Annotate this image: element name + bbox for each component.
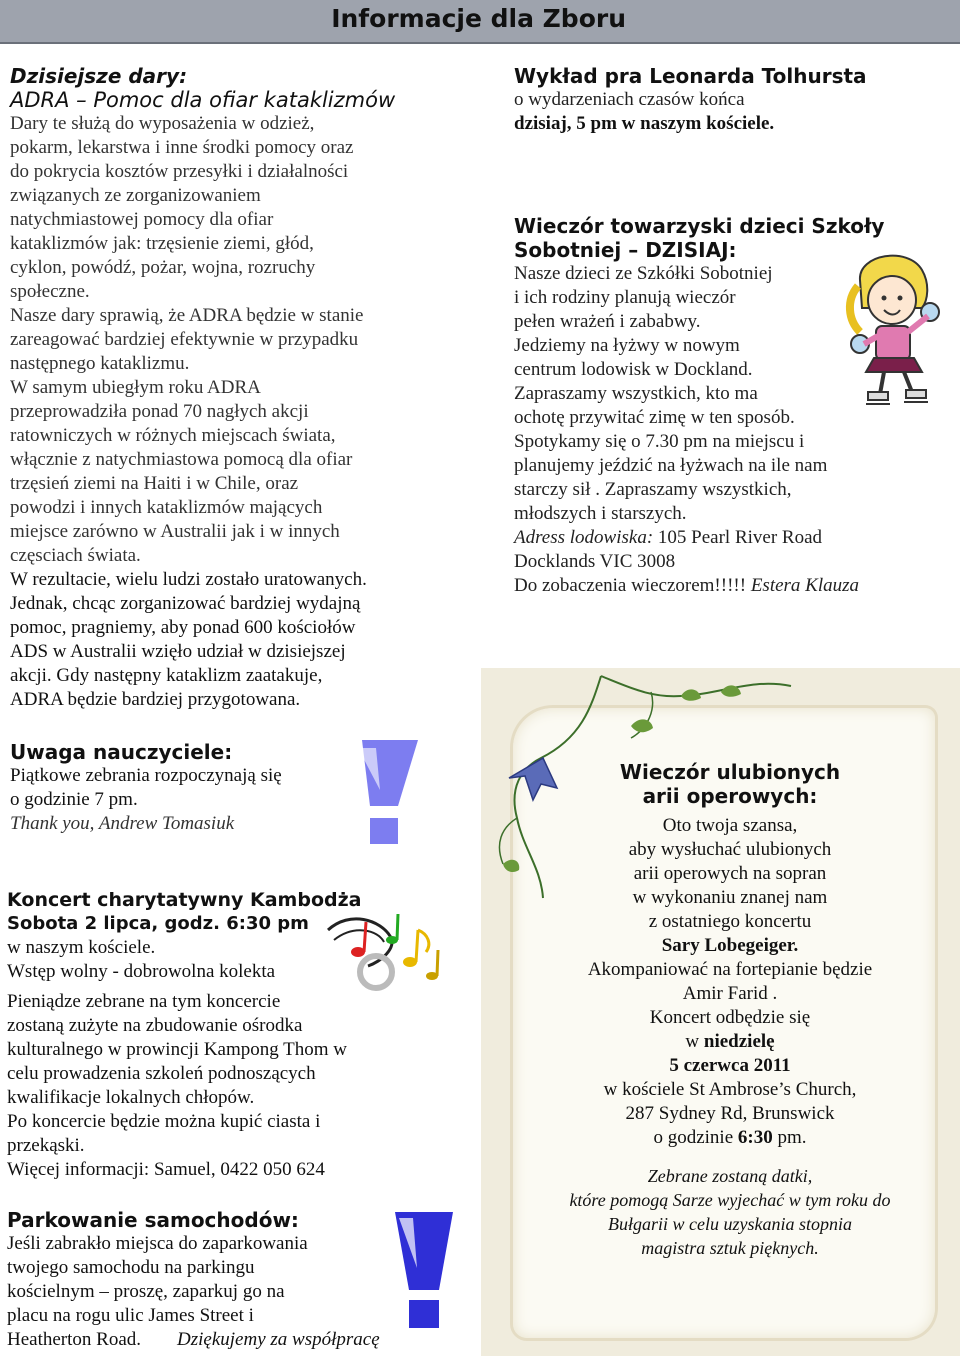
uwaga-signature: Thank you, Andrew Tomasiuk [10, 813, 235, 834]
music-notes-icon [320, 900, 442, 1000]
section-uwaga [10, 740, 360, 836]
skater-girl-icon [838, 250, 950, 418]
wieczor-text: Nasze dzieci ze Szkółki Sobotniej i ich rodziny planują wieczór pełen wrażeń i zababwy. Jedziemy na łyżwy w nowym centrum lodowisk w Dockland. Zapraszamy wszystkich, kto ma ochotę przywitać zimę w ten sposób. Spotykamy się o 7.30 pm na miejscu i planujemy jeździć na łyżwach na ile nam starczy sił . Zapraszamy wszystkich, młodszych i starszych. Adress lodowiska: 105 Pearl River Road Docklands VIC 3008 Do zobaczenia wieczorem!!!!! Estera Klauza [514, 263, 860, 596]
koncert-heading: Koncert charytatywny Kambodża [7, 889, 362, 911]
address-label: Adress lodowiska: [514, 527, 654, 548]
wieczor-heading-1: Wieczór towarzyski dzieci Szkoły [514, 214, 885, 238]
dary-paragraph-2: Nasze dary sprawią, że ADRA będzie w stanie zareagować bardziej efektywnie w przypadku następnego kataklizmu. [10, 305, 364, 374]
dary-paragraph-4: W rezultacie, wielu ludzi zostało uratowanych. Jednak, chcąc zorganizować bardziej wydajną pomoc, pragniemy, aby ponad 600 kościołów ADS w Australii wzięło udział w dzisiejszej akcji. Gdy następny kataklizm zaatakuje, ADRA będzie bardziej przygotowana. [10, 569, 367, 710]
wyklad-heading: Wykład pra Leonarda Tolhursta [514, 64, 867, 88]
wyklad-when: dzisiaj, 5 pm w naszym kościele. [514, 113, 775, 134]
dary-heading: Dzisiejsze dary: [10, 64, 188, 88]
exclamation-icon [356, 740, 418, 846]
section-wyklad [514, 64, 954, 136]
opera-heading-1: Wieczór ulubionych [619, 760, 841, 784]
wyklad-text: o wydarzeniach czasów końca [514, 89, 745, 110]
dary-paragraph-1: Dary te służą do wyposażenia w odzież, pokarm, lekarstwa i inne środki pomocy oraz do pokrycia kosztów przesyłki i działalności związanych ze zorganizowaniem natychmiastowej pomocy dla ofiar kataklizmów jak: trzęsienie ziemi, głód, cyklon, powódź, pożar, wojna, rozruchy społeczne. [10, 113, 354, 302]
header-banner [0, 0, 960, 44]
uwaga-heading: Uwaga nauczyciele: [10, 740, 233, 764]
wieczor-heading-2: Sobotniej – DZISIAJ: [514, 238, 737, 262]
section-dary [10, 64, 480, 712]
parking-text: Jeśli zabrakło miejsca do zaparkowania twojego samochodu na parkingu kościelnym – proszę, zaparkuj go na placu na rogu ulic James Street i Heatherton Road. Dziękujemy za współpracę [7, 1233, 380, 1350]
exclamation-icon [395, 1212, 453, 1330]
opera-text: Oto twoja szansa, aby wysłuchać ulubionych arii operowych na sopran w wykonaniu znanej nam z ostatniego koncertu Sary Lobegeiger. Akompaniować na fortepianie będzie Amir Farid . Koncert odbędzie się w niedzielę 5 czerwca 2011 w kościele St Ambrose’s Church, 287 Sydney Rd, Brunswick o godzinie 6:30 pm. [514, 814, 946, 1150]
uwaga-text: Piątkowe zebrania rozpoczynają się o godzinie 7 pm. [10, 765, 282, 810]
dary-subheading: ADRA – Pomoc dla ofiar kataklizmów [10, 88, 396, 112]
koncert-date: Sobota 2 lipca, godz. 6:30 pm [7, 913, 309, 934]
opera-heading-2: arii operowych: [642, 784, 818, 808]
section-opera [514, 760, 946, 1260]
page-title: Informacje dla Zboru [331, 4, 626, 33]
dary-paragraph-3: W samym ubiegłym roku ADRA przeprowadziła ponad 70 nagłych akcji ratowniczych w różnych miejscach świata, włącznie z natychmiastowa pomocą dla ofiar trzęsień ziemi na Haiti i w Chile, oraz powodzi i innych kataklizmów mających miejsce zarówno w Australii jak i w innych częsciach świata. [10, 377, 353, 566]
parking-thanks: Dziękujemy za współpracę [177, 1329, 380, 1350]
koncert-text-1: w naszym kościele. Wstęp wolny - dobrowolna kolekta [7, 937, 276, 982]
parking-heading: Parkowanie samochodów: [7, 1208, 299, 1232]
opera-note: Zebrane zostaną datki, które pomogą Sarze wyjechać w tym roku do Bułgarii w celu uzyskania stopnia magistra sztuk pięknych. [569, 1166, 891, 1258]
opera-singer: Sary Lobegeiger. [661, 935, 799, 956]
opera-date: 5 czerwca 2011 [669, 1055, 791, 1076]
wieczor-signature: Estera Klauza [750, 575, 860, 596]
koncert-text-2: Pieniądze zebrane na tym koncercie zostaną zużyte na zbudowanie ośrodka kulturalnego w prowincji Kampong Thom w celu prowadzenia szkoleń podnoszących kwalifikacje lokalnych chłopów. Po koncercie będzie można kupić ciasta i przekąski. Więcej informacji: Samuel, 0422 050 624 [7, 991, 348, 1180]
